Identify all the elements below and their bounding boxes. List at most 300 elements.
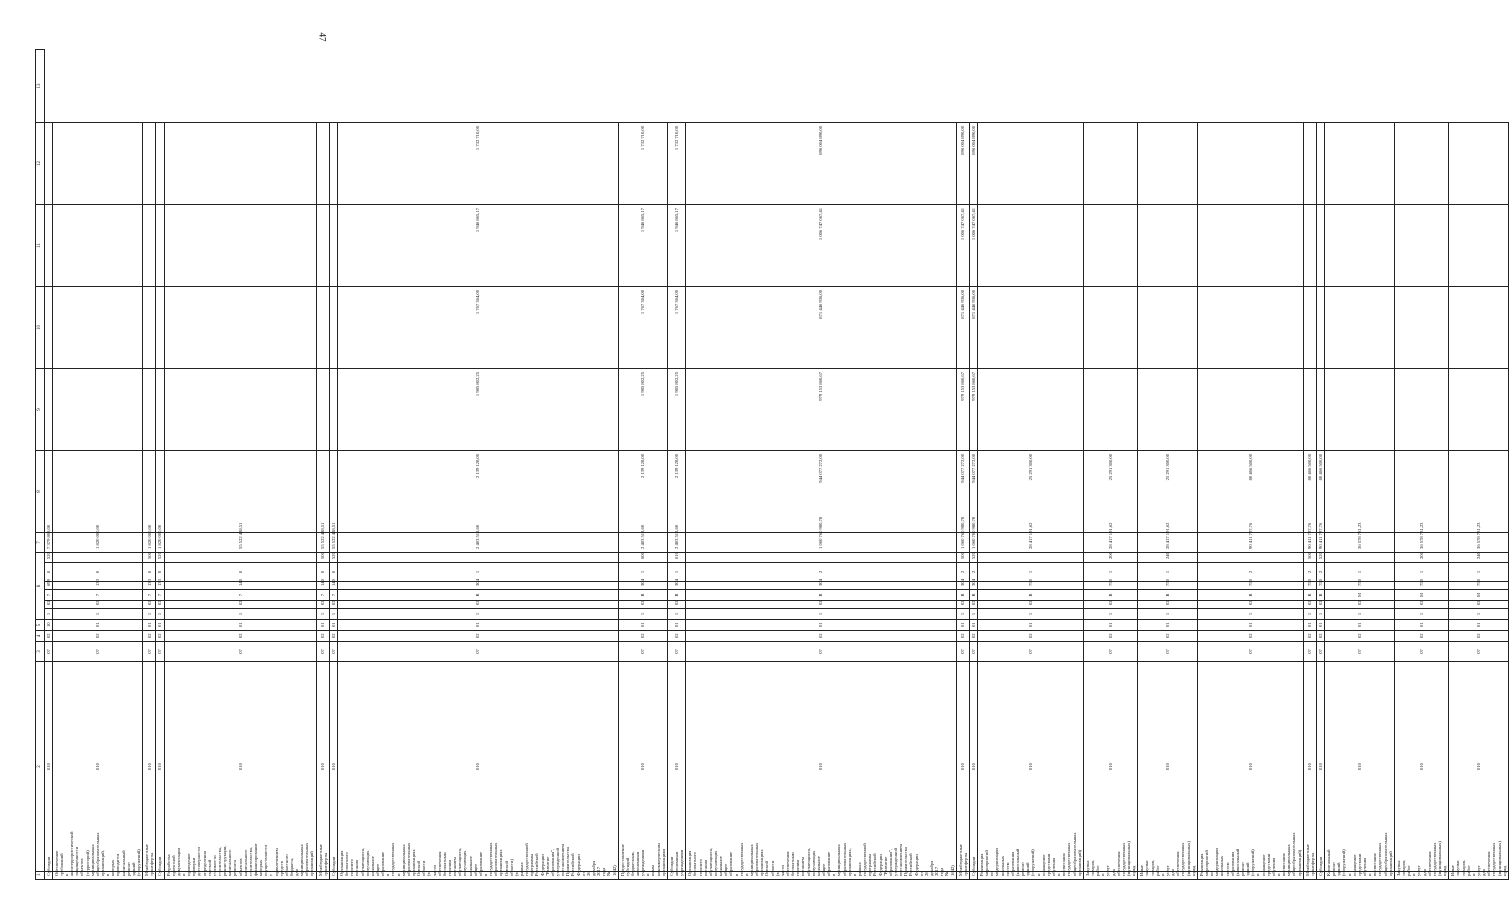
target-article-cell: 1 bbox=[329, 609, 337, 620]
amount-cell: 1 732 710,00 bbox=[618, 122, 667, 204]
amount-cell bbox=[316, 286, 329, 368]
target-article-cell: 140 bbox=[316, 582, 329, 590]
amount-cell bbox=[1197, 286, 1303, 368]
table-row bbox=[143, 49, 156, 879]
amount-cell bbox=[1083, 368, 1137, 450]
target-article-cell: 1 bbox=[1197, 609, 1303, 620]
target-article-cell: 304 bbox=[686, 582, 956, 590]
column-header: 3 bbox=[36, 642, 45, 662]
amount-cell bbox=[44, 286, 52, 368]
amount-cell: 2 139 128,00 bbox=[618, 450, 667, 532]
target-article-cell: 750 bbox=[1449, 582, 1509, 590]
expense-type-cell: 500 bbox=[143, 552, 156, 562]
amount-cell bbox=[143, 450, 156, 532]
row-name: Реализация мероприятий по модернизации школьных систем образования (капитальный ремонт зданий (сооружений) и оснащение средствами обучения и воспитания муниципальных общеобразовательных организаций) bbox=[1197, 872, 1303, 880]
amount-cell: 2 403 513,60 bbox=[338, 532, 619, 552]
amount-cell: 36 578 781,23 bbox=[1449, 532, 1509, 552]
code-cell: 010 bbox=[52, 662, 142, 872]
amount-cell bbox=[978, 204, 1084, 286]
amount-cell bbox=[52, 286, 142, 368]
amount-cell: 28 417 191,62 bbox=[978, 532, 1084, 552]
amount-cell bbox=[1197, 122, 1303, 204]
expense-type-cell: 600 bbox=[618, 552, 667, 562]
code-cell: 010 bbox=[667, 662, 685, 872]
section-cell: 07 bbox=[956, 642, 969, 662]
code-cell: 010 bbox=[686, 662, 956, 872]
target-article-cell: 750 bbox=[978, 582, 1084, 590]
row-name: Организация бесплатного горячего питания обучающихся, получающих начальное общее образование в государственных и муниципальных образовательных организациях Омской области (в части обеспечения бесплатным горячим питанием обучающихся, получающих начальное общее образование в муниципальных образовательных организациях, в рамках государственной программы Российской Федерации "Развитие образования", утвержденной постановлением Правительства Российской Федерации от 26 декабря 2017 года № 1642) bbox=[686, 872, 956, 880]
subsection-cell: 02 bbox=[1303, 631, 1316, 642]
column-header: 8 bbox=[36, 450, 45, 532]
target-article-cell: M bbox=[1449, 590, 1509, 601]
table-row bbox=[316, 49, 329, 879]
amount-cell: 1 732 710,00 bbox=[667, 122, 685, 204]
target-article-cell: 02 bbox=[52, 601, 142, 609]
target-article-cell: 1 bbox=[338, 563, 619, 582]
target-article-cell: 1 bbox=[1449, 563, 1509, 582]
target-article-cell: 2 bbox=[969, 563, 977, 582]
amount-cell: 871 446 936,00 bbox=[956, 286, 969, 368]
amount-cell bbox=[1325, 450, 1395, 532]
subsection-cell: 02 bbox=[44, 631, 52, 642]
amount-cell: 979 153 860,67 bbox=[956, 368, 969, 450]
amount-cell bbox=[1083, 204, 1137, 286]
amount-cell bbox=[164, 450, 316, 532]
column-header: 11 bbox=[36, 204, 45, 286]
amount-cell: 90 411 797,76 bbox=[1197, 532, 1303, 552]
target-article-cell: 02 bbox=[1197, 601, 1303, 609]
table-row bbox=[969, 49, 977, 879]
amount-cell: 1 946 865,17 bbox=[338, 204, 619, 286]
subsection-cell: 02 bbox=[667, 631, 685, 642]
column-header: 1 bbox=[36, 872, 45, 880]
amount-cell bbox=[1083, 286, 1137, 368]
amount-cell: 55 522 438,51 bbox=[164, 532, 316, 552]
target-article-cell: 02 bbox=[1325, 601, 1395, 609]
target-article-cell: 02 bbox=[1394, 601, 1448, 609]
target-article-cell: R bbox=[618, 590, 667, 601]
amount-cell: 944 077 272,00 bbox=[956, 450, 969, 532]
amount-cell bbox=[1394, 368, 1448, 450]
target-article-cell: 1 bbox=[1325, 609, 1395, 620]
target-article-cell: 750 bbox=[1316, 582, 1324, 590]
code-cell: 010 bbox=[978, 662, 1084, 872]
amount-cell bbox=[1316, 368, 1324, 450]
section-cell: 07 bbox=[1325, 642, 1395, 662]
amount-cell bbox=[329, 204, 337, 286]
row-name: Субсидии bbox=[329, 872, 337, 880]
target-article-cell: 2 bbox=[956, 563, 969, 582]
amount-cell: 979 153 860,67 bbox=[969, 368, 977, 450]
code-cell: 010 bbox=[1394, 662, 1448, 872]
expense-type-cell: 500 bbox=[956, 552, 969, 562]
amount-cell: 1 006 747 067,41 bbox=[956, 204, 969, 286]
page-number: 47 bbox=[317, 32, 327, 42]
expense-type-cell: 520 bbox=[156, 552, 164, 562]
amount-cell bbox=[1394, 122, 1448, 204]
column-header: 2 bbox=[36, 662, 45, 872]
amount-cell: 55 522 438,51 bbox=[329, 532, 337, 552]
amount-cell bbox=[1138, 368, 1198, 450]
subsection-cell: 02 bbox=[1449, 631, 1509, 642]
expense-type-cell bbox=[338, 552, 619, 562]
target-article-cell: 133 bbox=[143, 582, 156, 590]
code-cell: 010 bbox=[338, 662, 619, 872]
subsection-cell: 02 bbox=[1083, 631, 1137, 642]
target-article-cell: 02 bbox=[316, 601, 329, 609]
target-article-cell: M bbox=[1325, 590, 1395, 601]
amount-cell: 1 767 364,00 bbox=[338, 286, 619, 368]
subsection-cell: 02 bbox=[143, 631, 156, 642]
row-name: Организация бесплатного горячего питания обучающихся, получающих начальное общее образование в государственных и муниципальных образовательных организациях Омской области (в части обеспечения бесплатным горячим питанием обучающихся, получающих начальное общее образование в государственных образовательных организациях Омской области) (в рамках государственной программы Российской Федерации "Развитие образования", утвержденной постановлением Правительства Российской Федерации от 26 декабря 2017 года № 1642) bbox=[338, 872, 619, 880]
target-article-cell: 1 bbox=[316, 609, 329, 620]
target-article-cell: 02 bbox=[329, 601, 337, 609]
target-article-cell: 1 bbox=[1316, 609, 1324, 620]
amount-cell: 1 820 000,00 bbox=[143, 532, 156, 552]
amount-cell: 1 946 865,17 bbox=[667, 204, 685, 286]
target-article-cell: 1 bbox=[338, 609, 619, 620]
subsection-cell: 02 bbox=[686, 631, 956, 642]
row-name: Иные закупки товаров, работ и услуг для обеспечения государственных (муниципальных) нужд bbox=[1449, 872, 1509, 880]
section-cell: 07 bbox=[667, 642, 685, 662]
column-header: 4 bbox=[36, 631, 45, 642]
subsection-cell: 02 bbox=[956, 631, 969, 642]
amount-cell bbox=[329, 122, 337, 204]
expense-type-cell: 500 bbox=[1303, 552, 1316, 562]
expense-type-cell: 520 bbox=[1316, 552, 1324, 562]
amount-cell: 36 578 781,23 bbox=[1325, 532, 1395, 552]
column-header: 5 bbox=[36, 620, 45, 631]
amount-cell bbox=[1449, 450, 1509, 532]
amount-cell bbox=[44, 204, 52, 286]
table-row bbox=[978, 49, 1084, 879]
target-article-cell: 750 bbox=[1197, 582, 1303, 590]
amount-cell: 1 946 865,17 bbox=[618, 204, 667, 286]
target-article-cell: 02 bbox=[338, 601, 619, 609]
code-cell: 010 bbox=[1449, 662, 1509, 872]
target-article-cell: 7 bbox=[164, 590, 316, 601]
target-article-cell: 1 bbox=[969, 609, 977, 620]
amount-cell: 25 291 300,00 bbox=[1138, 450, 1198, 532]
target-article-cell: 7 bbox=[329, 590, 337, 601]
target-article-cell: 01 bbox=[667, 620, 685, 631]
target-article-cell: 01 bbox=[618, 620, 667, 631]
target-article-cell: 2 bbox=[686, 563, 956, 582]
amount-cell bbox=[1303, 122, 1316, 204]
target-article-cell: 1 bbox=[667, 563, 685, 582]
table-row bbox=[667, 49, 685, 879]
target-article-cell: 02 bbox=[143, 601, 156, 609]
table-row bbox=[1197, 49, 1303, 879]
subsection-cell: 02 bbox=[1325, 631, 1395, 642]
subsection-cell: 02 bbox=[164, 631, 316, 642]
target-article-cell: 2 bbox=[1197, 563, 1303, 582]
table-row bbox=[156, 49, 164, 879]
section-cell: 07 bbox=[1138, 642, 1198, 662]
table-row bbox=[164, 49, 316, 879]
target-article-cell: 01 bbox=[686, 620, 956, 631]
amount-cell: 1 820 000,00 bbox=[156, 532, 164, 552]
amount-cell bbox=[1303, 204, 1316, 286]
amount-cell bbox=[143, 122, 156, 204]
target-article-cell: 1 bbox=[44, 609, 52, 620]
target-article-cell: R bbox=[1316, 590, 1324, 601]
target-article-cell: 1 bbox=[667, 609, 685, 620]
amount-cell bbox=[156, 286, 164, 368]
amount-cell bbox=[156, 368, 164, 450]
target-article-cell: 750 bbox=[1138, 582, 1198, 590]
amount-cell: 871 446 936,00 bbox=[969, 286, 977, 368]
target-article-cell: 1 bbox=[1303, 609, 1316, 620]
target-article-cell: 01 bbox=[338, 620, 619, 631]
target-article-cell: 0 bbox=[164, 563, 316, 582]
amount-cell bbox=[143, 286, 156, 368]
target-article-cell: R bbox=[956, 590, 969, 601]
section-cell: 07 bbox=[1316, 642, 1324, 662]
amount-cell bbox=[156, 122, 164, 204]
amount-cell: 896 004 890,00 bbox=[956, 122, 969, 204]
amount-cell bbox=[156, 450, 164, 532]
code-cell: 010 bbox=[329, 662, 337, 872]
target-article-cell: 1 bbox=[1138, 563, 1198, 582]
table-row bbox=[1303, 49, 1316, 879]
subsection-cell: 02 bbox=[338, 631, 619, 642]
subsection-cell: 02 bbox=[316, 631, 329, 642]
expense-type-cell bbox=[978, 552, 1084, 562]
subsection-cell: 02 bbox=[1394, 631, 1448, 642]
target-article-cell: R bbox=[1138, 590, 1198, 601]
amount-cell: 28 417 191,62 bbox=[1083, 532, 1137, 552]
amount-cell: 2 139 128,00 bbox=[338, 450, 619, 532]
section-cell: 07 bbox=[52, 642, 142, 662]
target-article-cell: 7 bbox=[143, 590, 156, 601]
target-article-cell: 1 bbox=[956, 609, 969, 620]
column-header: 7 bbox=[36, 532, 45, 552]
amount-cell: 1 985 802,25 bbox=[667, 368, 685, 450]
amount-cell bbox=[1316, 286, 1324, 368]
target-article-cell: 0 bbox=[156, 563, 164, 582]
target-article-cell: 699 bbox=[44, 582, 52, 590]
amount-cell bbox=[164, 368, 316, 450]
row-name: Разработка проектной документации и проведение проверки достоверности определения сметной стоимости строительства, реконструкции, капитального ремонта объектов капитального строительства, финансирование которых осуществляется с привлечением средств областного бюджета, для муниципальных образовательных организаций bbox=[164, 872, 316, 880]
amount-cell: 2 403 513,60 bbox=[618, 532, 667, 552]
target-article-cell: 02 bbox=[1449, 601, 1509, 609]
amount-cell bbox=[1303, 368, 1316, 450]
target-article-cell: 02 bbox=[164, 601, 316, 609]
expense-type-cell bbox=[164, 552, 316, 562]
amount-cell bbox=[978, 286, 1084, 368]
section-cell: 07 bbox=[1449, 642, 1509, 662]
target-article-cell: R bbox=[1197, 590, 1303, 601]
target-article-cell: 140 bbox=[329, 582, 337, 590]
code-cell: 010 bbox=[164, 662, 316, 872]
table-row bbox=[686, 49, 956, 879]
amount-cell bbox=[1316, 204, 1324, 286]
subsection-cell: 02 bbox=[618, 631, 667, 642]
amount-cell bbox=[1394, 286, 1448, 368]
amount-cell bbox=[164, 286, 316, 368]
amount-cell bbox=[316, 122, 329, 204]
subsection-cell: 02 bbox=[1138, 631, 1198, 642]
section-cell: 07 bbox=[1197, 642, 1303, 662]
amount-cell: 2 139 128,00 bbox=[667, 450, 685, 532]
target-article-cell: 10 bbox=[44, 620, 52, 631]
amount-cell bbox=[1325, 204, 1395, 286]
row-name: Закупка товаров, работ и услуг для обеспечения государственных (муниципальных) нужд bbox=[1394, 872, 1448, 880]
amount-cell bbox=[1303, 286, 1316, 368]
code-cell: 010 bbox=[1138, 662, 1198, 872]
section-cell: 07 bbox=[143, 642, 156, 662]
subsection-cell: 02 bbox=[52, 631, 142, 642]
table-row bbox=[956, 49, 969, 879]
amount-cell: 80 466 500,00 bbox=[1197, 450, 1303, 532]
expense-type-cell: 520 bbox=[969, 552, 977, 562]
column-header: 13 bbox=[36, 49, 45, 122]
rotated-page bbox=[35, 50, 1507, 880]
target-article-cell: 01 bbox=[316, 620, 329, 631]
target-article-cell: 01 bbox=[1394, 620, 1448, 631]
amount-cell bbox=[316, 204, 329, 286]
amount-cell bbox=[1449, 204, 1509, 286]
section-cell: 07 bbox=[44, 642, 52, 662]
amount-cell: 1 767 364,00 bbox=[667, 286, 685, 368]
row-name: Закупка товаров, работ и услуг для обеспечения государственных (муниципальных) нужд bbox=[1083, 872, 1137, 880]
expense-type-cell: 520 bbox=[329, 552, 337, 562]
code-cell: 010 bbox=[1083, 662, 1137, 872]
target-article-cell: 02 bbox=[686, 601, 956, 609]
column-header: 12 bbox=[36, 122, 45, 204]
amount-cell: 1 985 802,25 bbox=[618, 368, 667, 450]
target-article-cell: 02 bbox=[1303, 601, 1316, 609]
expense-type-cell bbox=[52, 552, 142, 562]
target-article-cell: 0 bbox=[44, 563, 52, 582]
amount-cell bbox=[1325, 122, 1395, 204]
amount-cell: 944 077 272,00 bbox=[686, 450, 956, 532]
target-article-cell: R bbox=[686, 590, 956, 601]
table-row bbox=[1316, 49, 1324, 879]
table-row bbox=[338, 49, 619, 879]
table-row bbox=[44, 49, 52, 879]
section-cell: 07 bbox=[1083, 642, 1137, 662]
target-article-cell: 133 bbox=[52, 582, 142, 590]
target-article-cell: 01 bbox=[956, 620, 969, 631]
target-article-cell: 133 bbox=[156, 582, 164, 590]
target-article-cell: 01 bbox=[143, 620, 156, 631]
expense-type-cell: 240 bbox=[1138, 552, 1198, 562]
column-header: 9 bbox=[36, 368, 45, 450]
table-row bbox=[1138, 49, 1198, 879]
section-cell: 07 bbox=[1303, 642, 1316, 662]
table-row bbox=[1325, 49, 1395, 879]
amount-cell: 944 077 272,00 bbox=[969, 450, 977, 532]
target-article-cell: 1 bbox=[1394, 609, 1448, 620]
target-article-cell: 7 bbox=[316, 590, 329, 601]
target-article-cell: 0 bbox=[52, 563, 142, 582]
target-article-cell: 1 bbox=[143, 609, 156, 620]
amount-cell bbox=[164, 204, 316, 286]
amount-cell: 871 446 936,00 bbox=[686, 286, 956, 368]
subsection-cell: 02 bbox=[156, 631, 164, 642]
amount-cell: 2 403 513,60 bbox=[667, 532, 685, 552]
section-cell: 07 bbox=[156, 642, 164, 662]
target-article-cell: 1 bbox=[164, 609, 316, 620]
table-row bbox=[618, 49, 667, 879]
subsection-cell: 02 bbox=[978, 631, 1084, 642]
amount-cell: 1 767 364,00 bbox=[618, 286, 667, 368]
code-cell: 010 bbox=[618, 662, 667, 872]
target-article-cell: 750 bbox=[1083, 582, 1137, 590]
amount-cell: 1 820 000,00 bbox=[52, 532, 142, 552]
header-row bbox=[36, 49, 45, 879]
amount-cell bbox=[1394, 204, 1448, 286]
target-article-cell: 02 bbox=[156, 601, 164, 609]
amount-cell bbox=[44, 368, 52, 450]
amount-cell bbox=[52, 450, 142, 532]
code-cell: 010 bbox=[1303, 662, 1316, 872]
expense-type-cell bbox=[1197, 552, 1303, 562]
target-article-cell: R bbox=[978, 590, 1084, 601]
column-header: 6 bbox=[36, 552, 45, 619]
target-article-cell: 02 bbox=[618, 601, 667, 609]
target-article-cell: 01 bbox=[1197, 620, 1303, 631]
table-row bbox=[329, 49, 337, 879]
target-article-cell: 1 bbox=[618, 609, 667, 620]
target-article-cell: 01 bbox=[164, 620, 316, 631]
target-article-cell: 1 bbox=[1394, 563, 1448, 582]
row-name: Реализация мероприятий по модернизации школьных систем образования (капитальный ремонт зданий (сооружений) и оснащение средствами обучения и воспитания государственных общеобразовательных организаций) bbox=[978, 872, 1084, 880]
target-article-cell: M bbox=[1394, 590, 1448, 601]
amount-cell: 7 379 808,00 bbox=[44, 532, 52, 552]
row-name: Субсидии bbox=[156, 872, 164, 880]
amount-cell bbox=[329, 450, 337, 532]
amount-cell bbox=[143, 368, 156, 450]
target-article-cell: 0 bbox=[316, 563, 329, 582]
amount-cell bbox=[1325, 368, 1395, 450]
expense-type-cell bbox=[1325, 552, 1395, 562]
target-article-cell: 1 bbox=[1083, 563, 1137, 582]
table-row bbox=[1083, 49, 1137, 879]
amount-cell: 90 411 797,76 bbox=[1316, 532, 1324, 552]
target-article-cell: 2 bbox=[1303, 563, 1316, 582]
target-article-cell: 1 bbox=[618, 563, 667, 582]
target-article-cell: 02 bbox=[1138, 601, 1198, 609]
code-cell: 010 bbox=[956, 662, 969, 872]
amount-cell bbox=[156, 204, 164, 286]
target-article-cell: 01 bbox=[1083, 620, 1137, 631]
section-cell: 07 bbox=[338, 642, 619, 662]
amount-cell: 1 985 802,25 bbox=[338, 368, 619, 450]
target-article-cell: 1 bbox=[1325, 563, 1395, 582]
target-article-cell: 01 bbox=[1449, 620, 1509, 631]
section-cell: 07 bbox=[978, 642, 1084, 662]
target-article-cell: 750 bbox=[1394, 582, 1448, 590]
subsection-cell: 02 bbox=[1316, 631, 1324, 642]
expense-type-cell: 520 bbox=[44, 552, 52, 562]
target-article-cell: 304 bbox=[969, 582, 977, 590]
target-article-cell: 01 bbox=[52, 620, 142, 631]
target-article-cell: 02 bbox=[44, 601, 52, 609]
target-article-cell: 140 bbox=[164, 582, 316, 590]
amount-cell bbox=[44, 450, 52, 532]
subsection-cell: 02 bbox=[1197, 631, 1303, 642]
code-cell: 010 bbox=[143, 662, 156, 872]
column-header: 10 bbox=[36, 286, 45, 368]
amount-cell bbox=[44, 122, 52, 204]
target-article-cell: 1 bbox=[978, 609, 1084, 620]
subsection-cell: 02 bbox=[969, 631, 977, 642]
target-article-cell: 750 bbox=[1303, 582, 1316, 590]
target-article-cell: 1 bbox=[1449, 609, 1509, 620]
